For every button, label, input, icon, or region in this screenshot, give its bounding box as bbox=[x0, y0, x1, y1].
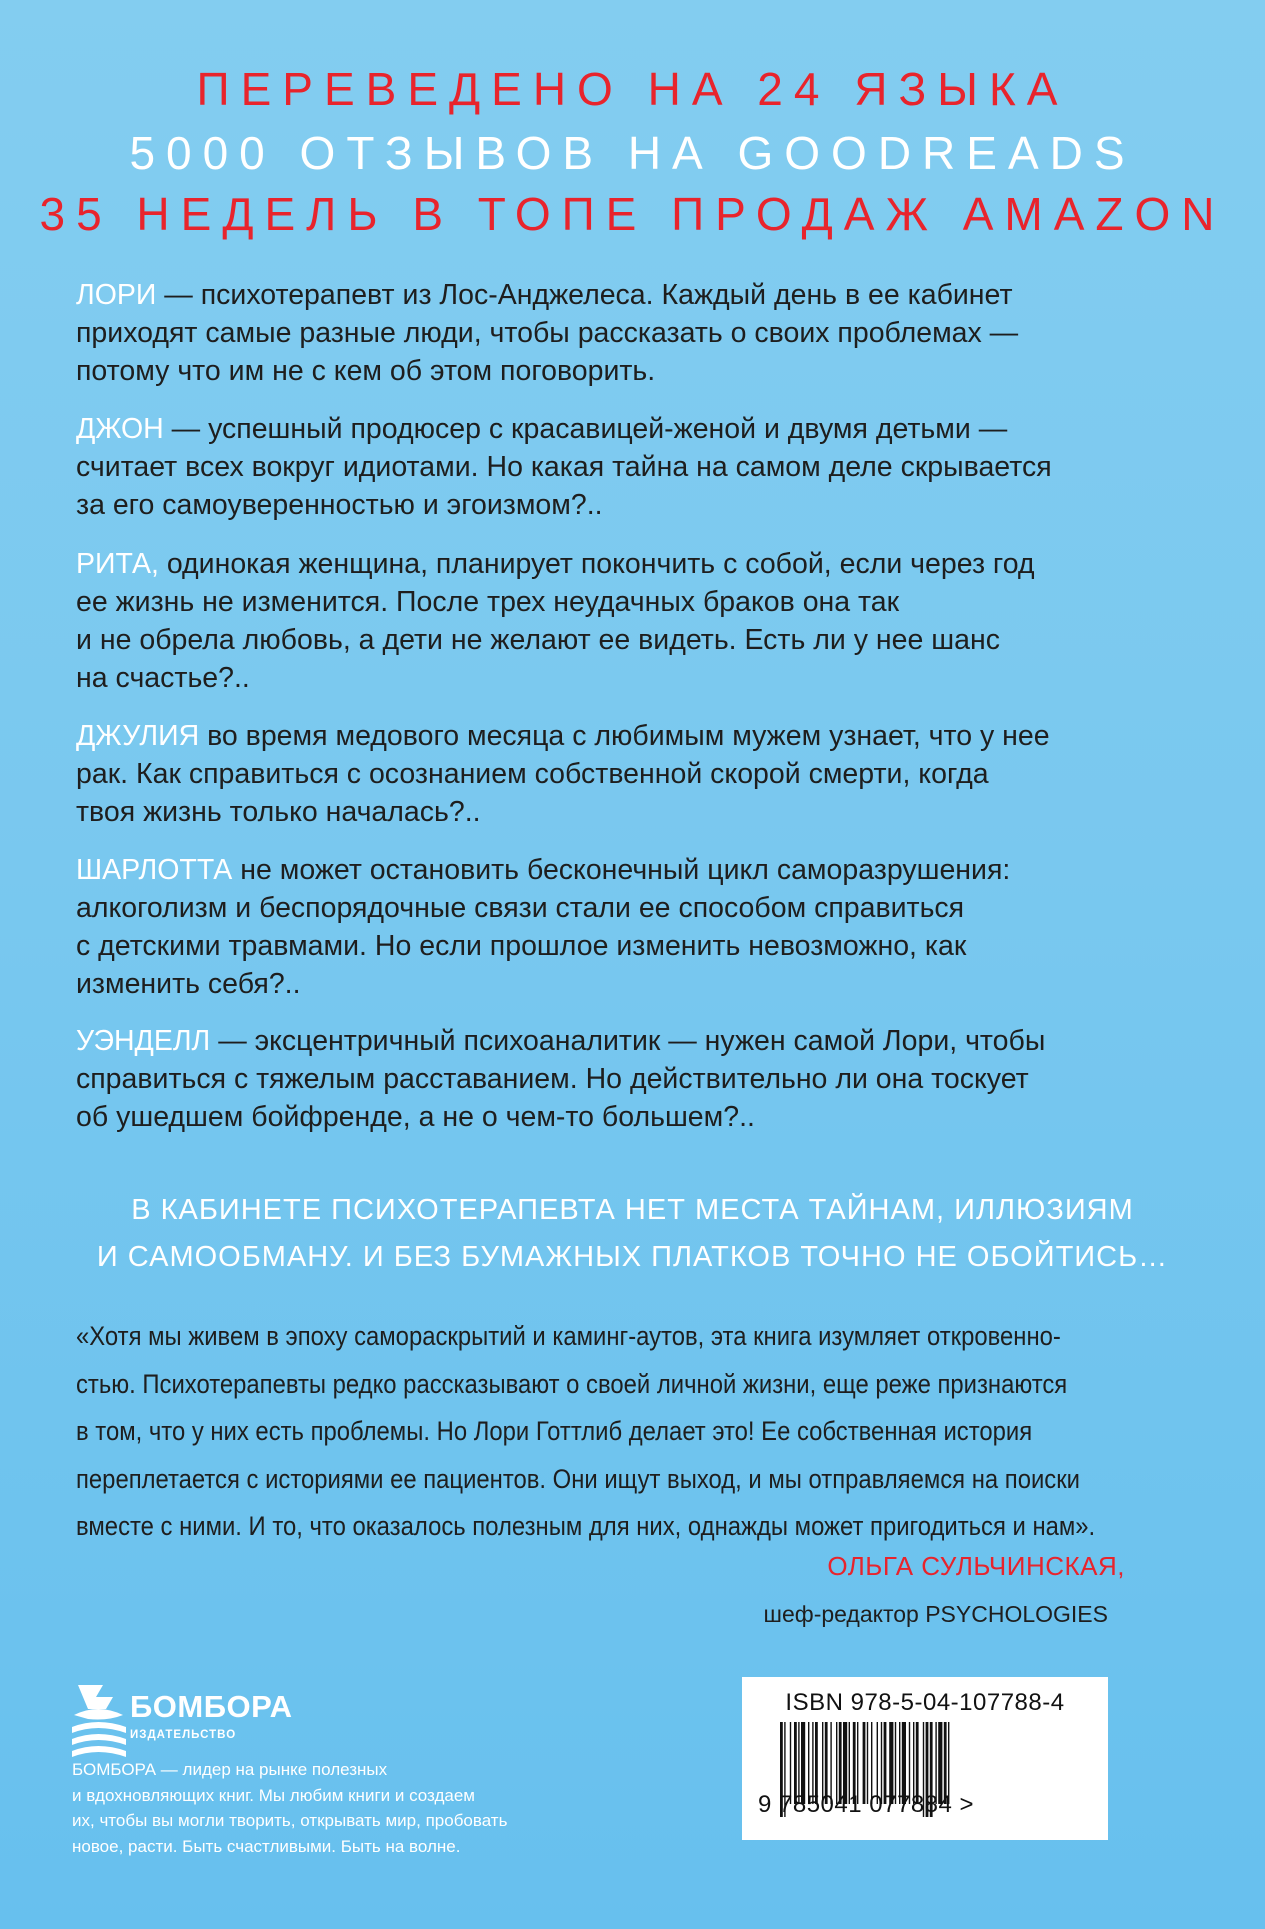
review-quote: «Хотя мы живем в эпоху самораскрытий и каминг-аутов, эта книга изумляет откровенно- стью. Психотерапевты редко рассказывают о своей личной жизни, еще реже признаются в том, что у них есть проблемы. Но Лори Готтлиб делает это! Ее собственная история переплетается с историями ее пациентов. Они ищут выход, и мы отправляемся на поиски вместе с ними. И то, что оказалось полезным для них, однажды может пригодиться и нам». bbox=[76, 1321, 1096, 1541]
character-name: ЛОРИ bbox=[76, 279, 157, 311]
character-name: УЭНДЕЛЛ bbox=[76, 1025, 211, 1057]
publisher-about: БОМБОРА — лидер на рынке полезных и вдохновляющих книг. Мы любим книги и создаем их, чтобы вы могли творить, открывать мир, пробовать новое, расти. Быть счастливыми. Быть на волне. bbox=[72, 1760, 508, 1856]
character-name: ШАРЛОТТА bbox=[76, 854, 233, 886]
headline-translated: ПЕРЕВЕДЕНО НА 24 ЯЗЫКА bbox=[196, 63, 1069, 115]
barcode-panel bbox=[742, 1677, 1108, 1840]
publisher-name: БОМБОРА bbox=[130, 1689, 293, 1724]
barcode-digits: 9 785041 077884 > bbox=[758, 1791, 975, 1818]
quote-author: ОЛЬГА СУЛЬЧИНСКАЯ, bbox=[827, 1551, 1125, 1581]
paragraph-rita: РИТА, одинокая женщина, планирует покончить с собой, если через год ее жизнь не изменится. После трех неудачных браков она так и не обрела любовь, а дети не желают ее видеть. Есть ли у нее шанс на счастье?.. bbox=[76, 548, 1035, 694]
quote-author-role: шеф-редактор PSYCHOLOGIES bbox=[763, 1601, 1108, 1627]
paragraph-julia: ДЖУЛИЯ во время медового месяца с любимым мужем узнает, что у нее рак. Как справиться с осознанием собственной скорой смерти, когда твоя жизнь только началась?.. bbox=[76, 720, 1050, 828]
slogan: В КАБИНЕТЕ ПСИХОТЕРАПЕВТА НЕТ МЕСТА ТАЙНАМ, ИЛЛЮЗИЯМ И САМООБМАНУ. И БЕЗ БУМАЖНЫХ ПЛАТКОВ ТОЧНО НЕ ОБОЙТИСЬ… bbox=[96, 1194, 1169, 1273]
headline-goodreads: 5000 ОТЗЫВОВ НА GOODREADS bbox=[129, 127, 1136, 179]
paragraph-wendell: УЭНДЕЛЛ — эксцентричный психоаналитик — нужен самой Лори, чтобы справиться с тяжелым расставанием. Но действительно ли она тоскует об ушедшем бойфренде, а не о чем-то большем?.. bbox=[76, 1025, 1046, 1133]
paragraph-john: ДЖОН — успешный продюсер с красавицей-женой и двумя детьми — считает всех вокруг идиотами. Но какая тайна на самом деле скрывается за его самоуверенностью и эгоизмом?.. bbox=[76, 413, 1052, 521]
publisher-subtitle: ИЗДАТЕЛЬСТВО bbox=[130, 1729, 237, 1741]
character-name: РИТА, bbox=[76, 548, 159, 580]
paragraph-charlotte: ШАРЛОТТА не может остановить бесконечный цикл саморазрушения: алкоголизм и беспорядочные связи стали ее способом справиться с детскими травмами. Но если прошлое изменить невозможно, как изменить себя?.. bbox=[76, 854, 1011, 1000]
headline-amazon: 35 НЕДЕЛЬ В ТОПЕ ПРОДАЖ AMAZON bbox=[39, 188, 1226, 240]
character-name: ДЖУЛИЯ bbox=[76, 720, 200, 752]
paragraph-lori: ЛОРИ — психотерапевт из Лос-Анджелеса. Каждый день в ее кабинет приходят самые разные люди, чтобы рассказать о своих проблемах — потому что им не с кем об этом поговорить. bbox=[76, 279, 1019, 387]
isbn-text: ISBN 978-5-04-107788-4 bbox=[785, 1689, 1065, 1716]
character-name: ДЖОН bbox=[76, 413, 164, 445]
